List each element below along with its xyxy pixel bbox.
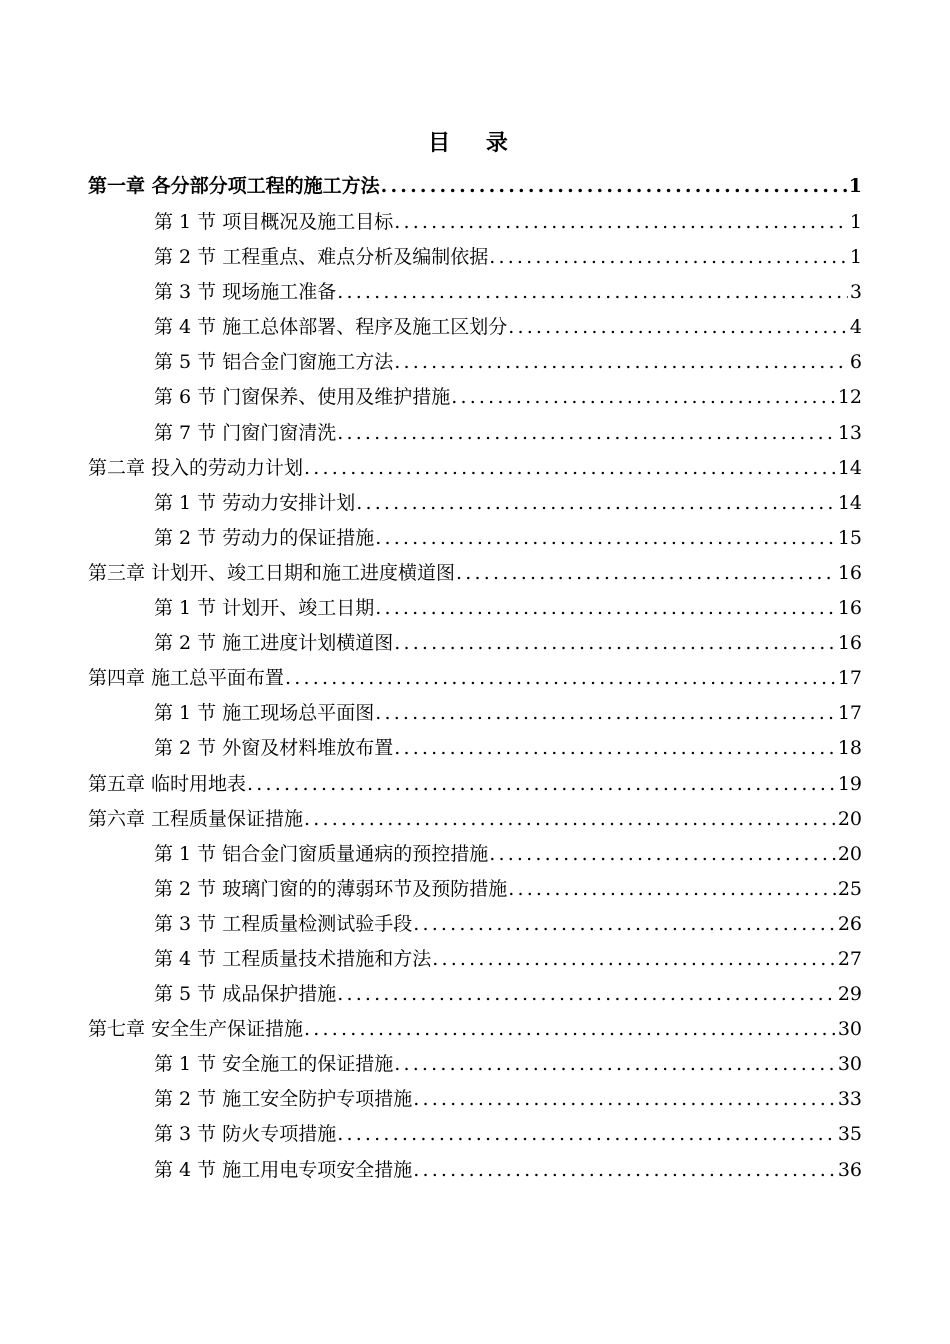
toc-dot-leader (337, 1117, 836, 1152)
toc-dot-leader (432, 942, 836, 977)
toc-section-entry[interactable] (88, 626, 862, 661)
toc-entry-label: 第 2 节 玻璃门窗的的薄弱环节及预防措施 (154, 877, 508, 900)
toc-entry-page-number: 3 (849, 281, 862, 304)
toc-entry-label: 第 5 节 成品保护措施 (154, 983, 337, 1006)
toc-entry-page-number: 14 (837, 456, 862, 479)
toc-section-entry[interactable] (88, 310, 862, 345)
toc-entry-page-number: 30 (837, 1018, 862, 1041)
toc-section-entry[interactable] (88, 240, 862, 275)
toc-section-entry[interactable] (88, 591, 862, 626)
toc-dot-leader (413, 1082, 836, 1117)
toc-dot-leader (508, 872, 836, 907)
toc-entry-label: 第 1 节 项目概况及施工目标 (154, 211, 394, 233)
toc-dot-leader (375, 591, 836, 626)
toc-section-entry[interactable] (88, 696, 862, 731)
toc-entry-label: 第七章 安全生产保证措施 (88, 1018, 304, 1041)
toc-entry-page-number: 4 (849, 316, 862, 339)
toc-section-entry[interactable] (88, 977, 862, 1012)
toc-entry-page-number: 1 (849, 246, 862, 269)
toc-dot-leader (304, 1012, 836, 1047)
toc-dot-leader (489, 240, 848, 275)
toc-section-entry[interactable] (88, 345, 862, 380)
toc-dot-leader (337, 275, 848, 310)
toc-entry-label: 第 1 节 施工现场总平面图 (154, 702, 375, 725)
toc-entry-label: 第 1 节 安全施工的保证措施 (154, 1053, 394, 1076)
toc-dot-leader (337, 416, 836, 451)
toc-dot-leader (247, 767, 836, 802)
toc-entry-label: 第 3 节 防火专项措施 (154, 1123, 337, 1146)
toc-entry-label: 第 2 节 工程重点、难点分析及编制依据 (154, 246, 489, 269)
toc-chapter-entry[interactable] (88, 451, 862, 486)
toc-entry-label: 第 2 节 劳动力的保证措施 (154, 526, 375, 549)
toc-entry-page-number: 6 (849, 351, 862, 374)
toc-entry-label: 第 7 节 门窗门窗清洗 (154, 421, 337, 444)
toc-entry-label: 第 1 节 劳动力安排计划 (154, 491, 356, 514)
toc-entry-label: 第一章 各分部分项工程的施工方法 (88, 175, 380, 197)
toc-entry-page-number: 1 (848, 175, 862, 197)
toc-section-entry[interactable] (88, 1153, 862, 1188)
toc-dot-leader (304, 802, 836, 837)
toc-dot-leader (304, 451, 836, 486)
toc-dot-leader (356, 486, 836, 521)
toc-entry-page-number: 30 (837, 1053, 862, 1076)
toc-entry-label: 第二章 投入的劳动力计划 (88, 456, 304, 479)
toc-dot-leader (394, 731, 836, 766)
toc-dot-leader (381, 169, 847, 204)
toc-entry-page-number: 19 (837, 772, 862, 795)
toc-entry-page-number: 17 (837, 667, 862, 690)
toc-entry-label: 第 3 节 工程质量检测试验手段 (154, 912, 413, 935)
toc-entry-page-number: 14 (837, 491, 862, 514)
toc-chapter-entry[interactable] (88, 767, 862, 802)
toc-entry-page-number: 17 (837, 702, 862, 725)
toc-entry-page-number: 35 (837, 1123, 862, 1146)
toc-dot-leader (375, 521, 836, 556)
toc-entry-label: 第 2 节 外窗及材料堆放布置 (154, 737, 394, 760)
toc-chapter-entry[interactable] (88, 556, 862, 591)
toc-section-entry[interactable] (88, 205, 862, 240)
toc-chapter-entry[interactable] (88, 1012, 862, 1047)
toc-section-entry[interactable] (88, 1082, 862, 1117)
toc-entry-page-number: 36 (837, 1158, 862, 1181)
toc-entry-page-number: 33 (837, 1088, 862, 1111)
toc-entry-page-number: 13 (837, 421, 862, 444)
toc-dot-leader (394, 345, 848, 380)
toc-entry-page-number: 1 (849, 211, 862, 233)
toc-title: 目 录 (428, 130, 522, 156)
toc-section-entry[interactable] (88, 380, 862, 415)
toc-entry-label: 第四章 施工总平面布置 (88, 667, 285, 690)
toc-entry-label: 第 2 节 施工进度计划横道图 (154, 632, 394, 655)
toc-entry-page-number: 27 (837, 947, 862, 970)
toc-entry-page-number: 15 (837, 526, 862, 549)
toc-list (88, 169, 862, 1188)
toc-dot-leader (285, 661, 836, 696)
toc-entry-page-number: 16 (837, 561, 862, 584)
toc-entry-label: 第三章 计划开、竣工日期和施工进度横道图 (88, 561, 456, 584)
toc-section-entry[interactable] (88, 942, 862, 977)
toc-entry-page-number: 18 (837, 737, 862, 760)
toc-dot-leader (394, 626, 836, 661)
toc-section-entry[interactable] (88, 1047, 862, 1082)
toc-entry-page-number: 25 (837, 877, 862, 900)
toc-entry-label: 第 1 节 铝合金门窗质量通病的预控措施 (154, 842, 489, 865)
toc-section-entry[interactable] (88, 837, 862, 872)
toc-chapter-entry[interactable] (88, 661, 862, 696)
toc-section-entry[interactable] (88, 872, 862, 907)
toc-entry-page-number: 16 (837, 597, 862, 620)
toc-section-entry[interactable] (88, 275, 862, 310)
toc-entry-label: 第 6 节 门窗保养、使用及维护措施 (154, 386, 451, 409)
toc-section-entry[interactable] (88, 521, 862, 556)
toc-entry-label: 第 1 节 计划开、竣工日期 (154, 597, 375, 620)
toc-chapter-entry[interactable] (88, 802, 862, 837)
toc-entry-page-number: 29 (837, 983, 862, 1006)
toc-section-entry[interactable] (88, 907, 862, 942)
toc-entry-page-number: 16 (837, 632, 862, 655)
toc-dot-leader (375, 696, 836, 731)
toc-dot-leader (413, 1153, 836, 1188)
toc-dot-leader (451, 380, 836, 415)
toc-entry-label: 第 4 节 工程质量技术措施和方法 (154, 947, 432, 970)
toc-section-entry[interactable] (88, 1117, 862, 1152)
toc-section-entry[interactable] (88, 731, 862, 766)
toc-dot-leader (489, 837, 836, 872)
toc-dot-leader (413, 907, 836, 942)
toc-dot-leader (508, 310, 848, 345)
toc-entry-page-number: 20 (837, 842, 862, 865)
toc-dot-leader (337, 977, 836, 1012)
toc-section-entry[interactable] (88, 416, 862, 451)
toc-section-entry[interactable] (88, 486, 862, 521)
toc-chapter-entry[interactable] (88, 169, 862, 205)
toc-dot-leader (456, 556, 836, 591)
toc-entry-label: 第 4 节 施工用电专项安全措施 (154, 1158, 413, 1181)
toc-entry-label: 第 4 节 施工总体部署、程序及施工区划分 (154, 316, 508, 339)
toc-dot-leader (394, 205, 848, 240)
toc-entry-label: 第 5 节 铝合金门窗施工方法 (154, 351, 394, 374)
toc-entry-label: 第 2 节 施工安全防护专项措施 (154, 1088, 413, 1111)
toc-entry-page-number: 12 (837, 386, 862, 409)
toc-entry-page-number: 26 (837, 912, 862, 935)
toc-entry-page-number: 20 (837, 807, 862, 830)
toc-entry-label: 第 3 节 现场施工准备 (154, 281, 337, 304)
toc-entry-label: 第五章 临时用地表 (88, 772, 247, 795)
toc-entry-label: 第六章 工程质量保证措施 (88, 807, 304, 830)
toc-dot-leader (394, 1047, 836, 1082)
